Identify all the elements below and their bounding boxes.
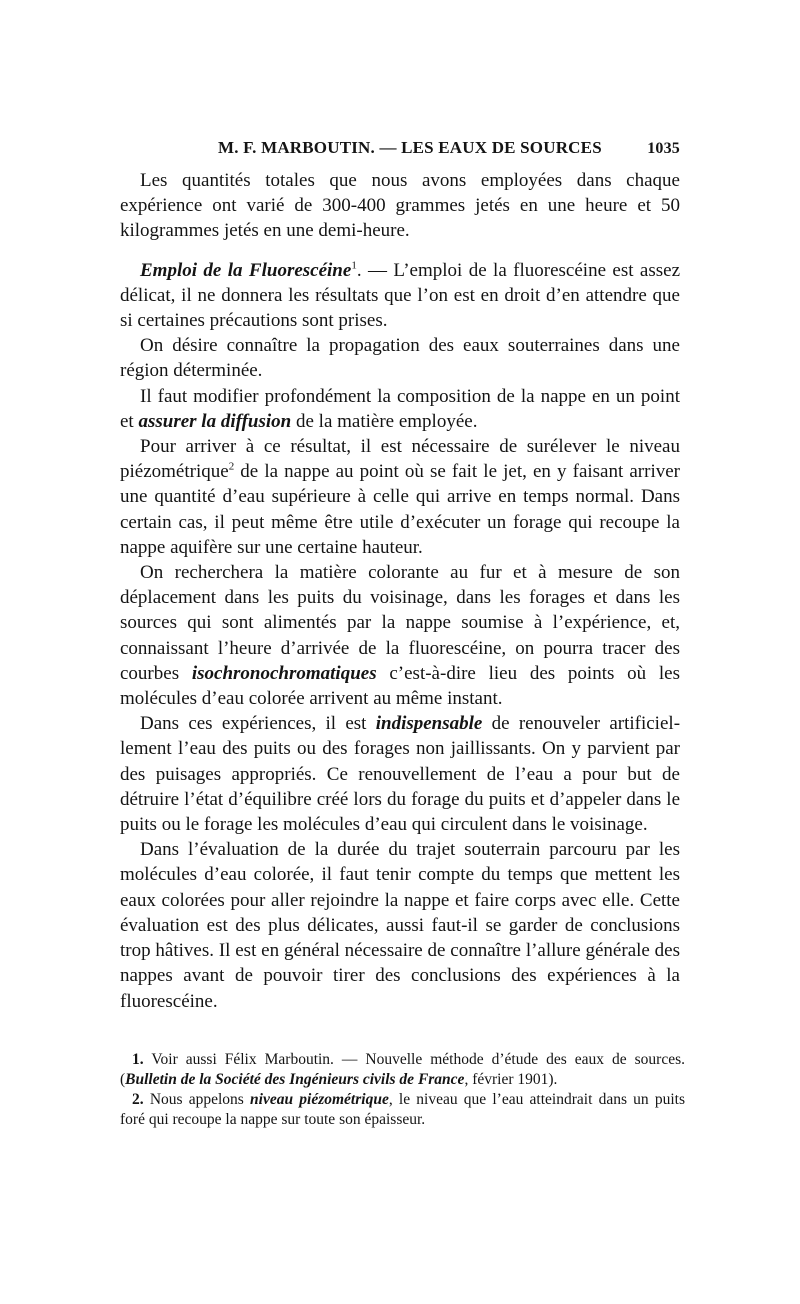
paragraph-text: c’est-à-dire lieu des points où les molécules d’eau colorée arrivent au même instant. (120, 662, 680, 710)
paragraph-propagation: On désire connaître la propagation des eaux souterraines dans une région déterminée. (120, 335, 680, 382)
paragraph-text: . — L’emploi de la fluorescéine est assez délicat, il ne donnera les résultats que l’on est en droit d’en attendre que si certaines précautions sont prises. (120, 259, 680, 332)
paragraph-text: de renouveler artificiellement l’eau des puits ou des forages non jaillissants. On y parvient par des puisages appropriés. Ce renouvellement de l’eau a pour but de détruire l’état d’équilibre créé lors du forage du puits et d’appeler dans le puits ou le forage les molécules d’eau qui circulent dans le voisinage. (120, 713, 681, 836)
paragraph-fluoresceine-intro (120, 258, 680, 334)
paragraph-text: de la matière employée. (291, 410, 478, 432)
paragraph-experiences (120, 711, 680, 837)
paragraph-resultat (120, 434, 680, 560)
running-header (218, 138, 680, 158)
footnote-mark-2: 2 (228, 460, 235, 473)
paragraph-text: Il faut modifier profondément la composition de la nappe en un point et (120, 385, 680, 432)
emphasis-text: isochronochromatiques (191, 662, 377, 684)
paragraph-text: Pour arriver à ce résultat, il est nécessaire de surélever le niveau piézométrique (120, 436, 680, 483)
emphasis-text: assurer la diffusion (138, 410, 292, 432)
footnote-label: 2. (132, 1091, 144, 1108)
footnote-emphasis: niveau piézométrique (250, 1091, 389, 1108)
paragraph-quantities: Les quantités totales que nous avons employées dans chaque expérience ont varié de 300-400 grammes jetés en une heure et 50 kilogrammes jetés en une demi-heure. (120, 170, 680, 242)
emphasis-text: indispensable (375, 713, 483, 735)
footnote-text: Nous appelons (143, 1091, 251, 1108)
footnotes (120, 1050, 685, 1130)
footnote-text: , le niveau que l’eau atteindrait dans un puits foré qui recoupe la nappe sur toute son épaisseur. (120, 1091, 686, 1128)
page-number: 1035 (647, 140, 680, 157)
footnote-mark-1: 1 (351, 259, 357, 272)
paragraph-evaluation: Dans l’évaluation de la durée du trajet souterrain parcouru par les molécules d’eau colorée, il faut tenir compte du temps que mettent les eaux colorées pour aller rejoindre la nappe et faire corps avec elle. Cette évaluation est des plus délicates, aussi faut-il se garder de conclusions trop hâtives. Il est en général nécessaire de connaître l’allure générale des nappes avant de pouvoir tirer des conclusions des expériences à la fluorescéine. (120, 839, 680, 1012)
footnote-1 (120, 1050, 685, 1090)
section-heading: Emploi de la Fluorescéine (140, 259, 352, 281)
body-text (120, 168, 680, 1014)
footnote-text: Voir aussi Félix Marboutin. — Nouvelle méthode d’étude des eaux de sources. ( (120, 1051, 685, 1088)
paragraph-text: Dans ces expériences, il est (140, 713, 376, 735)
paragraph-text: de la nappe au point où se fait le jet, en y faisant arriver une quantité d’eau supérieure à celle qui arrive en temps normal. Dans certain cas, il peut même être utile d’exécuter un forage qui recoupe la nappe aquifère sur une certaine hauteur. (120, 461, 680, 558)
paragraph-modifier (120, 384, 680, 434)
paragraph-text: On recherchera la matière colorante au fur et à mesure de son déplacement dans les puits du voisinage, dans les forages et dans les sources qui sont alimentés par la nappe soumise à l’expérience, et, connaissant l’heure d’arrivée de la fluorescéine, on pourra tracer des courbes (120, 562, 680, 684)
footnote-text: , février 1901). (464, 1071, 558, 1088)
footnote-2 (120, 1090, 685, 1130)
footnote-emphasis: Bulletin de la Société des Ingénieurs civils de France (125, 1071, 465, 1088)
footnote-label: 1. (132, 1051, 144, 1068)
running-title: M. F. MARBOUTIN. — LES EAUX DE SOURCES (218, 138, 602, 157)
paragraph-recherche (120, 560, 680, 711)
